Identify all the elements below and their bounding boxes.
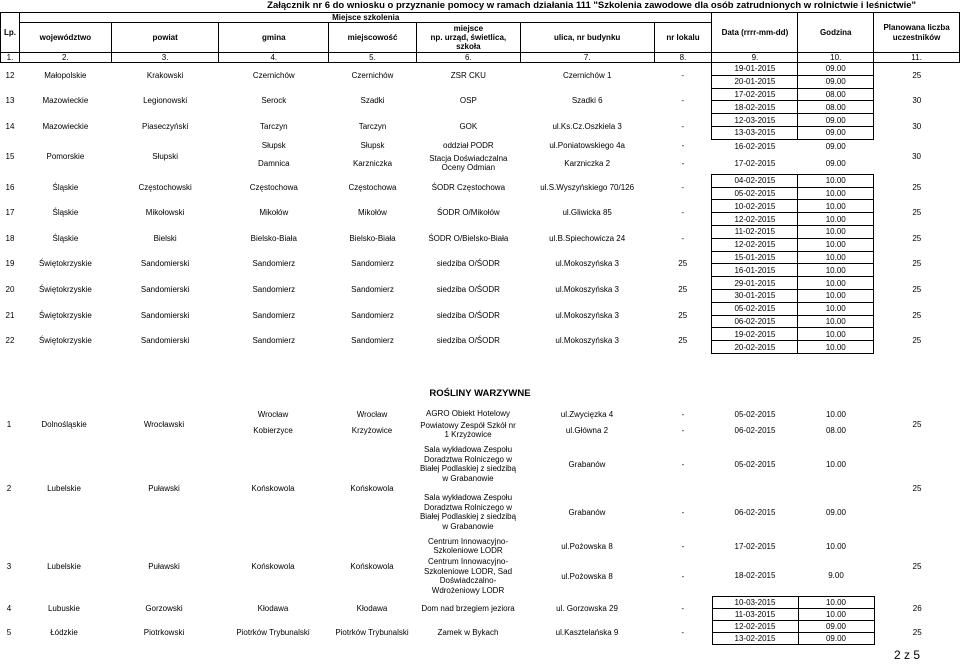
time-cell: 09.00 <box>825 141 846 151</box>
cell-gmina: Czernichów <box>252 71 295 81</box>
cell-woj: Świętokrzyskie <box>38 336 92 346</box>
cell-lokal: - <box>681 507 685 517</box>
cell-pow: Bielski <box>153 233 177 243</box>
participants-cell: 26 <box>912 603 922 613</box>
cell-pow: Wrocławski <box>143 419 185 429</box>
time-cell: 09.00 <box>798 632 874 644</box>
time-cell: 10.00 <box>798 187 874 200</box>
cell-gmina: Wrocław <box>257 409 289 419</box>
cell-woj: Świętokrzyskie <box>38 310 92 320</box>
cell-ulica: ul.Ks.Cz.Oszkiela 3 <box>552 121 622 131</box>
column-number: 11. <box>874 53 960 63</box>
cell-woj: Dolnośląskie <box>41 419 87 429</box>
date-cell: 05-02-2015 <box>712 187 798 200</box>
cell-miejsc: Krzyżowice <box>351 425 393 435</box>
time-cell: 09.00 <box>825 158 846 168</box>
cell-ulica: ul.Pożowska 8 <box>561 541 613 551</box>
cell-lp: 19 <box>5 259 15 269</box>
time-cell: 10.00 <box>798 341 874 354</box>
cell-lp: 17 <box>5 208 15 218</box>
table-row <box>0 620 960 632</box>
cell-miejsce: Powiatowy Zespół Szkół nr 1 Krzyżowice <box>420 420 516 439</box>
cell-miejsce: ZSR CKU <box>450 71 486 81</box>
cell-pow: Sandomierski <box>140 284 190 294</box>
cell-miejsce: ŚODR O/Mikołów <box>437 208 500 218</box>
date-cell: 30-01-2015 <box>712 289 798 302</box>
cell-ulica: ul.S.Wyszyńskiego 70/126 <box>540 182 635 192</box>
cell-lp: 15 <box>5 152 15 162</box>
participants-cell: 25 <box>912 336 922 346</box>
time-cell: 10.00 <box>798 328 874 341</box>
cell-miejsce: siedziba O/ŚODR <box>436 336 500 346</box>
column-number: 3. <box>111 53 219 63</box>
table-row <box>1 302 960 315</box>
cell-ulica: ul. Gorzowska 29 <box>556 603 618 613</box>
cell-pow: Sandomierski <box>140 259 190 269</box>
cell-lokal: - <box>681 96 685 106</box>
cell-lp: 18 <box>5 233 15 243</box>
cell-miejsc: Tarczyn <box>358 121 387 131</box>
cell-lokal: - <box>681 459 685 469</box>
cell-pow: Sandomierski <box>140 310 190 320</box>
time-cell: 9.00 <box>828 571 844 581</box>
cell-gmina: Sandomierz <box>252 336 296 346</box>
cell-woj: Mazowieckie <box>42 121 89 131</box>
date-cell: 04-02-2015 <box>712 174 798 187</box>
cell-ulica: Grabanów <box>568 459 606 469</box>
schedule-table <box>0 12 960 354</box>
planowana-header: Planowana liczba uczestników <box>874 13 960 53</box>
participants-cell: 30 <box>912 96 922 106</box>
cell-miejsc: Mikołów <box>358 208 387 218</box>
cell-woj: Świętokrzyskie <box>38 284 92 294</box>
time-cell: 10.00 <box>798 289 874 302</box>
date-cell: 11-02-2015 <box>712 225 798 238</box>
miejscowosc-header: miejscowość <box>329 23 417 53</box>
cell-lokal: - <box>681 603 685 613</box>
time-cell: 10.00 <box>798 213 874 226</box>
cell-miejsce: ŚODR Częstochowa <box>431 182 506 192</box>
date-cell: 20-01-2015 <box>712 75 798 88</box>
cell-pow: Słupski <box>152 152 179 162</box>
cell-gmina: Bielsko-Biała <box>250 233 297 243</box>
cell-lokal: - <box>681 121 685 131</box>
cell-woj: Lubelskie <box>47 483 81 493</box>
table-row <box>1 114 960 127</box>
participants-cell: 25 <box>912 483 922 493</box>
date-cell: 16-02-2015 <box>734 141 776 151</box>
column-number: 9. <box>712 53 798 63</box>
time-cell: 10.00 <box>798 596 874 608</box>
cell-gmina: Sandomierz <box>252 259 296 269</box>
cell-woj: Świętokrzyskie <box>38 259 92 269</box>
participants-cell: 25 <box>912 71 922 81</box>
participants-cell: 25 <box>912 561 922 571</box>
cell-pow: Mikołowski <box>145 208 185 218</box>
cell-miejsce: oddział PODR <box>443 141 494 151</box>
cell-gmina: Słupsk <box>261 141 286 151</box>
time-cell: 10.00 <box>798 264 874 277</box>
cell-lokal: - <box>681 541 685 551</box>
cell-woj: Śląskie <box>52 208 79 218</box>
cell-woj: Lubelskie <box>47 561 81 571</box>
date-cell: 18-02-2015 <box>712 101 798 114</box>
date-cell: 16-01-2015 <box>712 264 798 277</box>
date-cell: 06-02-2015 <box>734 425 776 435</box>
cell-woj: Mazowieckie <box>42 96 89 106</box>
table-row <box>1 225 960 238</box>
cell-woj: Pomorskie <box>46 152 85 162</box>
cell-miejsce: Sala wykładowa Zespołu Doradztwa Rolniczego w Białej Podlaskiej z siedzibą w Grabanowie <box>419 493 517 531</box>
cell-miejsce: AGRO Obiekt Hotelowy <box>425 409 511 419</box>
data-header: Data (rrrr-mm-dd) <box>712 13 798 53</box>
cell-lokal: - <box>681 233 685 243</box>
time-cell: 10.00 <box>825 459 847 469</box>
cell-pow: Puławski <box>148 561 180 571</box>
cell-lokal: - <box>681 182 685 192</box>
cell-miejsce: GOK <box>459 121 478 131</box>
participants-cell: 25 <box>912 419 922 429</box>
date-cell: 29-01-2015 <box>712 277 798 290</box>
cell-miejsc: Końskowola <box>350 561 394 571</box>
cell-woj: Małopolskie <box>44 71 87 81</box>
date-cell: 17-02-2015 <box>734 158 776 168</box>
time-cell: 10.00 <box>798 174 874 187</box>
participants-cell: 30 <box>912 152 922 162</box>
table-row <box>1 88 960 101</box>
cell-gmina: Częstochowa <box>249 182 298 192</box>
section-title: ROŚLINY WARZYWNE <box>429 388 531 399</box>
cell-woj: Łódzkie <box>50 627 78 637</box>
time-cell: 09.00 <box>825 507 847 517</box>
cell-lp: 14 <box>5 121 15 131</box>
time-cell: 09.00 <box>798 126 874 139</box>
cell-miejsc: Sandomierz <box>351 284 394 294</box>
date-cell: 06-02-2015 <box>712 315 798 328</box>
date-cell: 19-01-2015 <box>712 63 798 76</box>
date-cell: 12-02-2015 <box>712 620 798 632</box>
cell-lp: 4 <box>6 603 12 613</box>
cell-woj: Śląskie <box>52 233 79 243</box>
cell-ulica: Grabanów <box>568 507 606 517</box>
participants-cell: 25 <box>912 182 922 192</box>
column-number: 8. <box>654 53 712 63</box>
nr-lokalu-header: nr lokalu <box>654 23 712 53</box>
miejsce-szkolenia-header: Miejsce szkolenia <box>20 13 712 23</box>
cell-gmina: Kłodawa <box>257 603 289 613</box>
cell-miejsc: Karzniczka <box>352 158 393 168</box>
cell-miejsc: Szadki <box>360 96 385 106</box>
page-number: 2 z 5 <box>893 648 920 662</box>
powiat-header: powiat <box>111 23 219 53</box>
cell-ulica: ul.Pożowska 8 <box>561 571 613 581</box>
column-number: 7. <box>520 53 654 63</box>
participants-cell: 25 <box>912 208 922 218</box>
cell-lokal: - <box>681 158 685 168</box>
cell-ulica: ul.Kasztelańska 9 <box>555 627 619 637</box>
cell-miejsc: Sandomierz <box>351 259 394 269</box>
date-cell: 17-02-2015 <box>734 541 776 551</box>
cell-gmina: Sandomierz <box>252 284 296 294</box>
cell-gmina: Tarczyn <box>260 121 288 131</box>
cell-miejsce: Centrum Innowacyjno-Szkoleniowe LODR <box>427 536 509 555</box>
participants-cell: 25 <box>912 627 922 637</box>
cell-miejsce: Stacja Doświadczalna Oceny Odmian <box>429 153 508 173</box>
cell-miejsce: siedziba O/ŚODR <box>436 259 500 269</box>
date-cell: 05-02-2015 <box>734 409 776 419</box>
column-numbers-row <box>1 53 960 63</box>
cell-gmina: Końskowola <box>251 561 295 571</box>
cell-lp: 16 <box>5 182 15 192</box>
cell-lp: 21 <box>5 310 15 320</box>
date-cell: 10-02-2015 <box>712 200 798 213</box>
time-cell: 08.00 <box>798 88 874 101</box>
time-cell: 10.00 <box>798 277 874 290</box>
cell-gmina: Kobierzyce <box>253 425 293 435</box>
wojewodztwo-header: województwo <box>20 23 112 53</box>
cell-ulica: ul.Mokoszyńska 3 <box>555 336 619 346</box>
participants-cell: 25 <box>912 284 922 294</box>
cell-pow: Legionowski <box>143 96 188 106</box>
column-number: 2. <box>20 53 112 63</box>
cell-pow: Puławski <box>148 483 180 493</box>
date-cell: 05-02-2015 <box>712 302 798 315</box>
lp-header: Lp. <box>1 13 20 53</box>
date-cell: 20-02-2015 <box>712 341 798 354</box>
cell-ulica: ul.Poniatowskiego 4a <box>549 141 625 151</box>
cell-lp: 12 <box>5 71 15 81</box>
participants-cell: 25 <box>912 233 922 243</box>
time-cell: 10.00 <box>798 251 874 264</box>
cell-ulica: ul.Mokoszyńska 3 <box>555 284 619 294</box>
cell-miejsce: Sala wykładowa Zespołu Doradztwa Rolniczego w Białej Podlaskiej z siedzibą w Grabanowie <box>419 445 517 483</box>
participants-cell: 30 <box>912 121 922 131</box>
date-cell: 12-02-2015 <box>712 213 798 226</box>
date-cell: 19-02-2015 <box>712 328 798 341</box>
date-cell: 13-03-2015 <box>712 126 798 139</box>
date-cell: 11-03-2015 <box>712 608 798 620</box>
cell-lokal: 25 <box>678 310 688 320</box>
cell-gmina: Mikołów <box>259 208 289 218</box>
date-cell: 05-02-2015 <box>734 459 776 469</box>
table-row <box>1 174 960 187</box>
cell-lokal: - <box>681 141 685 151</box>
table-row <box>0 440 960 488</box>
time-cell: 09.00 <box>798 63 874 76</box>
time-cell: 10.00 <box>798 302 874 315</box>
cell-miejsc: Bielsko-Biała <box>349 233 396 243</box>
document-title: Załącznik nr 6 do wniosku o przyznanie pomocy w ramach działania 111 "Szkolenia zawodowe dla osób zatrudnionych w rolnictwie i leśnictwie" <box>267 0 916 11</box>
cell-gmina: Końskowola <box>251 483 295 493</box>
table-row <box>1 251 960 264</box>
column-number: 1. <box>1 53 20 63</box>
cell-lokal: - <box>681 409 685 419</box>
cell-miejsc: Sandomierz <box>351 310 394 320</box>
date-cell: 12-03-2015 <box>712 114 798 127</box>
gmina-header: gmina <box>219 23 329 53</box>
cell-lp: 20 <box>5 284 15 294</box>
cell-pow: Piotrkowski <box>143 627 185 637</box>
column-number: 10. <box>798 53 874 63</box>
cell-woj: Lubuskie <box>47 603 81 613</box>
cell-pow: Częstochowski <box>138 182 192 192</box>
cell-miejsce: Zamek w Bykach <box>437 627 499 637</box>
cell-woj: Śląskie <box>52 182 79 192</box>
godzina-header: Godzina <box>798 13 874 53</box>
time-cell: 10.00 <box>798 238 874 251</box>
table-row <box>1 200 960 213</box>
cell-miejsce: siedziba O/ŚODR <box>436 310 500 320</box>
cell-lp: 22 <box>5 336 15 346</box>
cell-pow: Sandomierski <box>140 336 190 346</box>
cell-miejsc: Sandomierz <box>351 336 394 346</box>
cell-gmina: Sandomierz <box>252 310 296 320</box>
column-number: 5. <box>329 53 417 63</box>
cell-ulica: ul.Zwycięzka 4 <box>560 409 614 419</box>
cell-miejsc: Częstochowa <box>348 182 397 192</box>
column-number: 6. <box>416 53 520 63</box>
cell-lokal: - <box>681 571 685 581</box>
cell-gmina: Piotrków Trybunalski <box>236 627 310 637</box>
time-cell: 10.00 <box>798 225 874 238</box>
participants-cell: 25 <box>912 259 922 269</box>
cell-lokal: - <box>681 627 685 637</box>
time-cell: 10.00 <box>798 608 874 620</box>
cell-lp: 13 <box>5 96 15 106</box>
cell-ulica: Karzniczka 2 <box>564 158 611 168</box>
table-row <box>1 139 960 152</box>
cell-miejsc: Końskowola <box>350 483 394 493</box>
cell-pow: Krakowski <box>146 71 184 81</box>
table-row <box>1 277 960 290</box>
column-number: 4. <box>219 53 329 63</box>
cell-ulica: ul.Mokoszyńska 3 <box>555 259 619 269</box>
date-cell: 13-02-2015 <box>712 632 798 644</box>
cell-lokal: 25 <box>678 284 688 294</box>
cell-miejsc: Słupsk <box>360 141 385 151</box>
date-cell: 10-03-2015 <box>712 596 798 608</box>
cell-ulica: Czernichów 1 <box>562 71 612 81</box>
time-cell: 10.00 <box>798 200 874 213</box>
cell-ulica: ul.B.Spiechowicza 24 <box>549 233 626 243</box>
cell-ulica: ul.Gliwicka 85 <box>562 208 612 218</box>
date-cell: 17-02-2015 <box>712 88 798 101</box>
cell-ulica: Szadki 6 <box>571 96 603 106</box>
participants-cell: 25 <box>912 310 922 320</box>
table-row <box>1 63 960 76</box>
time-cell: 10.00 <box>825 409 847 419</box>
cell-pow: Piaseczyński <box>142 121 189 131</box>
cell-miejsce: siedziba O/ŚODR <box>436 284 500 294</box>
table-row <box>0 536 960 556</box>
cell-lokal: - <box>681 71 685 81</box>
cell-miejsce: OSP <box>459 96 477 106</box>
cell-miejsce: Dom nad brzegiem jeziora <box>421 603 515 613</box>
cell-ulica: ul.Mokoszyńska 3 <box>555 310 619 320</box>
cell-lokal: - <box>681 425 685 435</box>
cell-miejsc: Piotrków Trybunalski <box>335 627 409 637</box>
cell-gmina: Damnica <box>258 158 290 168</box>
cell-lp: 1 <box>6 419 12 429</box>
cell-miejsc: Wrocław <box>356 409 388 419</box>
date-cell: 15-01-2015 <box>712 251 798 264</box>
cell-lokal: 25 <box>678 336 688 346</box>
time-cell: 08.00 <box>798 101 874 114</box>
cell-lp: 5 <box>6 627 12 637</box>
time-cell: 09.00 <box>798 114 874 127</box>
ulica-header: ulica, nr budynku <box>520 23 654 53</box>
cell-pow: Gorzowski <box>145 603 183 613</box>
cell-miejsc: Czernichów <box>351 71 394 81</box>
vegetables-table <box>0 408 960 645</box>
cell-ulica: ul.Główna 2 <box>565 425 609 435</box>
date-cell: 06-02-2015 <box>734 507 776 517</box>
time-cell: 10.00 <box>825 541 847 551</box>
miejsce-header: miejsce np. urząd, świetlica, szkoła <box>416 23 520 53</box>
cell-lp: 2 <box>6 483 12 493</box>
cell-gmina: Serock <box>261 96 287 106</box>
time-cell: 08.00 <box>825 425 847 435</box>
cell-lokal: - <box>681 208 685 218</box>
table-row <box>0 596 960 608</box>
cell-miejsc: Kłodawa <box>356 603 388 613</box>
date-cell: 12-02-2015 <box>712 238 798 251</box>
cell-lp: 3 <box>6 561 12 571</box>
time-cell: 09.00 <box>798 620 874 632</box>
time-cell: 09.00 <box>798 75 874 88</box>
date-cell: 18-02-2015 <box>734 571 776 581</box>
table-row <box>1 328 960 341</box>
table-row <box>0 408 960 420</box>
time-cell: 10.00 <box>798 315 874 328</box>
cell-lokal: 25 <box>678 259 688 269</box>
cell-miejsce: Centrum Innowacyjno-Szkoleniowe LODR, Sad Doświadczalno-Wdrożeniowy LODR <box>423 557 513 595</box>
cell-miejsce: ŚODR O/Bielsko-Biała <box>428 233 509 243</box>
